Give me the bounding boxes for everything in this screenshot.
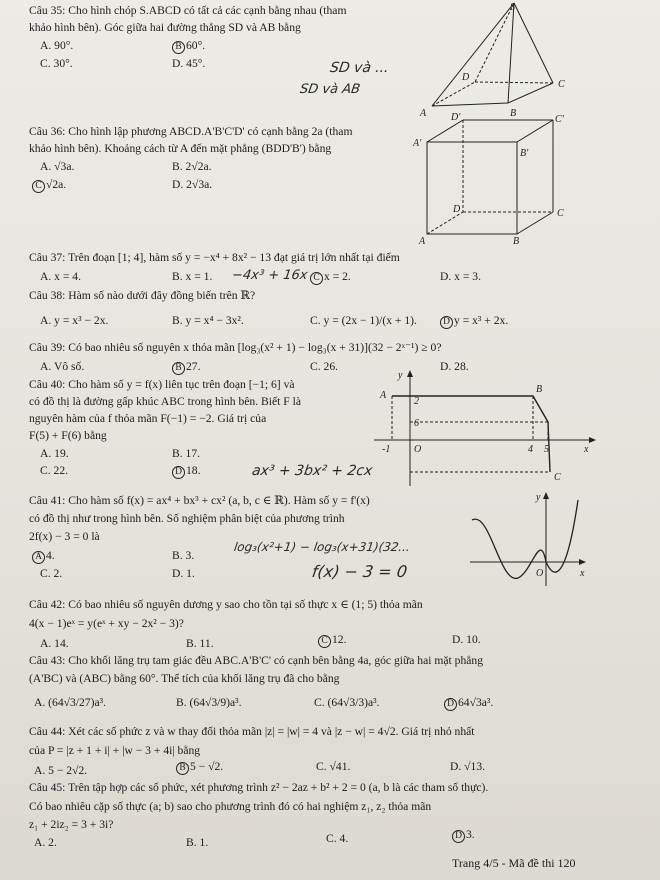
- answer-circle: C: [310, 272, 323, 285]
- q42-option-b: B. 11.: [186, 637, 214, 650]
- label-b: B: [536, 384, 543, 395]
- q45-option-a: A. 2.: [34, 836, 57, 849]
- q35-option-b: B 60°.: [172, 39, 205, 54]
- q35-option-a: A. 90°.: [40, 39, 74, 52]
- q36-option-a: A. √3a.: [40, 160, 75, 173]
- q37-option-a: A. x = 4.: [40, 270, 81, 283]
- q41-option-b: B. 3.: [172, 549, 195, 562]
- q40-line1: Câu 40: Cho hàm số y = f(x) liên tục trên đoạn [−1; 6] và: [29, 378, 295, 391]
- q44-line2: của P = |z + 1 + i| + |w − 3 + 4i| bằng: [29, 744, 201, 757]
- label-c: C: [554, 472, 561, 483]
- q45-line1: Câu 45: Trên tập hợp các số phức, xét phương trình z² − 2az + b² + 2 = 0 (a, b là các tham số thực).: [29, 781, 489, 794]
- q40-option-d: D 18.: [172, 464, 201, 479]
- label-a: A: [419, 236, 426, 247]
- q39-option-a: A. Vô số.: [40, 360, 85, 373]
- tick-5: 5: [544, 444, 549, 455]
- axis-x-label: x: [584, 444, 589, 455]
- q44-option-b: B 5 − √2.: [176, 760, 223, 775]
- tick-minus1: -1: [382, 444, 391, 455]
- axis-x-label: x: [580, 568, 585, 579]
- q39-option-c: C. 26.: [310, 360, 339, 373]
- q36-option-b: B. 2√2a.: [172, 160, 212, 173]
- q43-option-b: B. (64√3/9)a³.: [176, 696, 242, 709]
- q38-option-a: A. y = x³ − 2x.: [40, 314, 109, 327]
- q42-option-a: A. 14.: [40, 637, 69, 650]
- q36-line1: Câu 36: Cho hình lập phương ABCD.A'B'C'D' có cạnh bằng 2a (tham: [29, 125, 353, 138]
- q40-line4: F(5) + F(6) bằng: [29, 429, 107, 442]
- handwritten-note: SD và AB: [298, 82, 362, 97]
- label-d1: D': [451, 112, 461, 123]
- q41-option-c: C. 2.: [40, 567, 63, 580]
- handwritten-note: −4x³ + 16x: [230, 268, 309, 283]
- tick-2: 2: [414, 396, 419, 407]
- q44-option-c: C. √41.: [316, 760, 351, 773]
- answer-circle: D: [444, 698, 457, 711]
- q37-option-d: D. x = 3.: [440, 270, 481, 283]
- q45-option-b: B. 1.: [186, 836, 209, 849]
- q38-option-d: D y = x³ + 2x.: [440, 314, 508, 329]
- label-c1: C': [555, 114, 564, 125]
- tick-4: 4: [528, 444, 533, 455]
- cube-figure: [405, 112, 575, 252]
- answer-circle: B: [172, 362, 185, 375]
- q43-line2: (A'BC) và (ABC) bằng 60°. Thể tích của khối lăng trụ đã cho bằng: [29, 672, 340, 685]
- label-b: B: [513, 236, 520, 247]
- q41-line1: Câu 41: Cho hàm số f(x) = ax⁴ + bx³ + cx² (a, b, c ∈ ℝ). Hàm số y = f'(x): [29, 494, 370, 507]
- handwritten-note: SD và ...: [328, 60, 390, 76]
- q37-option-c: C x = 2.: [310, 270, 351, 285]
- q35-line1: Câu 35: Cho hình chóp S.ABCD có tất cả các cạnh bằng nhau (tham: [29, 4, 347, 17]
- label-b1: B': [520, 148, 529, 159]
- answer-circle: B: [172, 41, 185, 54]
- q44-option-d: D. √13.: [450, 760, 486, 773]
- q39-option-b: B 27.: [172, 360, 201, 375]
- label-a1: A': [413, 138, 422, 149]
- q45-option-d: D 3.: [452, 828, 475, 843]
- q40-line2: có đồ thị là đường gấp khúc ABC trong hình bên. Biết F là: [29, 395, 301, 408]
- q42-line2: 4(x − 1)eˣ = y(eˣ + xy − 2x² − 3)?: [29, 617, 184, 630]
- handwritten-note: ax³ + 3bx² + 2cx: [250, 463, 374, 479]
- q43-line1: Câu 43: Cho khối lăng trụ tam giác đều ABC.A'B'C' có cạnh bên bằng 4a, góc giữa hai mặt phẳng: [29, 654, 483, 667]
- page-footer: Trang 4/5 - Mã đề thi 120: [452, 856, 576, 870]
- q44-line1: Câu 44: Xét các số phức z và w thay đổi thỏa mãn |z| = |w| = 4 và |z − w| = 4√2. Giá trị nhỏ nhất: [29, 725, 475, 738]
- q36-option-d: D. 2√3a.: [172, 178, 213, 191]
- answer-circle: B: [176, 762, 189, 775]
- q42-option-d: D. 10.: [452, 633, 481, 646]
- q45-line2: Có bao nhiêu cặp số thực (a; b) sao cho phương trình đó có hai nghiệm z₁, z₂ thỏa mãn: [29, 800, 432, 813]
- label-c: C: [557, 208, 564, 219]
- label-a: A: [380, 390, 387, 401]
- answer-circle: D: [452, 830, 465, 843]
- q39-line1: Câu 39: Có bao nhiêu số nguyên x thỏa mãn [log₃(x² + 1) − log₃(x + 31)](32 − 2ˣ⁻¹) ≥ 0?: [29, 341, 442, 354]
- origin-label: O: [414, 444, 422, 455]
- q41-line3: 2f(x) − 3 = 0 là: [29, 530, 100, 543]
- q41-option-a: A 4.: [32, 549, 55, 564]
- q36-option-c: C √2a.: [32, 178, 66, 193]
- q40-line3: nguyên hàm của f thỏa mãn F(−1) = −2. Giá trị của: [29, 412, 267, 425]
- q45-option-c: C. 4.: [326, 832, 349, 845]
- answer-circle: A: [32, 551, 45, 564]
- tick-6: 6: [414, 418, 419, 429]
- handwritten-note: log₃(x²+1) − log₃(x+31)(32...: [233, 540, 412, 554]
- q41-option-d: D. 1.: [172, 567, 195, 580]
- polyline-graph-figure: [370, 366, 600, 490]
- q40-option-b: B. 17.: [172, 447, 201, 460]
- q42-option-c: C 12.: [318, 633, 347, 648]
- answer-circle: D: [172, 466, 185, 479]
- pyramid-figure: [418, 0, 578, 125]
- axis-y-label: y: [398, 370, 403, 381]
- q35-option-d: D. 45°.: [172, 57, 206, 70]
- label-b: B: [510, 108, 517, 119]
- answer-circle: C: [32, 180, 45, 193]
- answer-circle: C: [318, 635, 331, 648]
- answer-circle: D: [440, 316, 453, 329]
- q40-option-c: C. 22.: [40, 464, 69, 477]
- q38-line1: Câu 38: Hàm số nào dưới đây đồng biến trên ℝ?: [29, 289, 256, 302]
- label-d: D: [462, 72, 470, 83]
- q43-option-c: C. (64√3/3)a³.: [314, 696, 380, 709]
- q35-option-c: C. 30°.: [40, 57, 73, 70]
- label-s: S: [510, 2, 515, 13]
- q45-line3: z₁ + 2iz₂ = 3 + 3i?: [29, 818, 114, 831]
- q37-line1: Câu 37: Trên đoạn [1; 4], hàm số y = −x⁴ + 8x² − 13 đạt giá trị lớn nhất tại điểm: [29, 251, 400, 264]
- label-c: C: [558, 79, 565, 90]
- label-a: A: [420, 108, 427, 119]
- q37-option-b: B. x = 1.: [172, 270, 213, 283]
- label-d: D: [453, 204, 461, 215]
- q43-option-a: A. (64√3/27)a³.: [34, 696, 106, 709]
- q38-option-b: B. y = x⁴ − 3x².: [172, 314, 244, 327]
- q38-option-c: C. y = (2x − 1)/(x + 1).: [310, 314, 417, 327]
- handwritten-note: f(x) − 3 = 0: [310, 562, 409, 581]
- q35-line2: khảo hình bên). Góc giữa hai đường thẳng SD và AB bằng: [29, 21, 301, 34]
- q41-line2: có đồ thị như trong hình bên. Số nghiệm phân biệt của phương trình: [29, 512, 345, 525]
- q40-option-a: A. 19.: [40, 447, 69, 460]
- q44-option-a: A. 5 − 2√2.: [34, 764, 88, 777]
- origin-label: O: [536, 568, 544, 579]
- q42-line1: Câu 42: Có bao nhiêu số nguyên dương y sao cho tồn tại số thực x ∈ (1; 5) thỏa mãn: [29, 598, 423, 611]
- derivative-graph-figure: [470, 490, 590, 590]
- q43-option-d: D 64√3a³.: [444, 696, 493, 711]
- axis-y-label: y: [536, 492, 541, 503]
- q36-line2: khảo hình bên). Khoảng cách từ A đến mặt phẳng (BDD'B') bằng: [29, 142, 332, 155]
- q39-option-d: D. 28.: [440, 360, 469, 373]
